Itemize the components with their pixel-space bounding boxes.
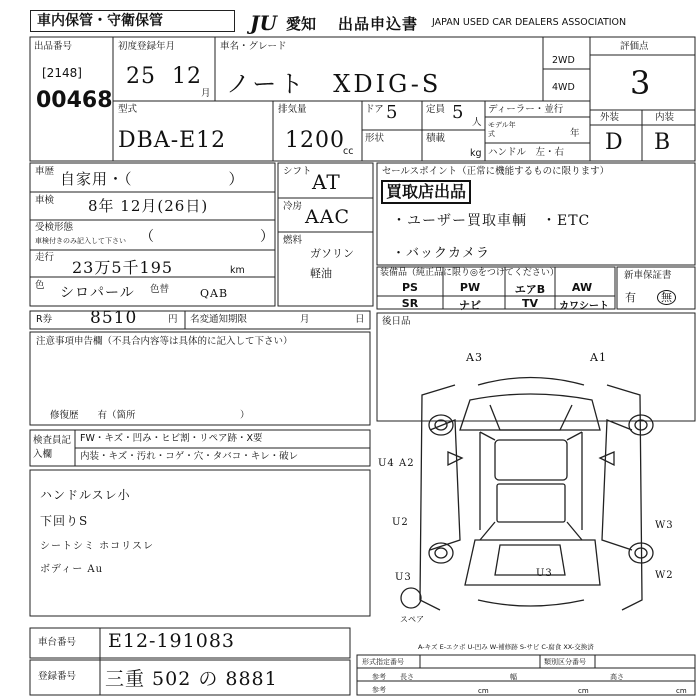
score-label: 評価点	[620, 41, 649, 52]
first-reg-month: 12	[172, 64, 202, 89]
first-reg-label: 初度登録年月	[118, 41, 176, 52]
type-label: 型式	[118, 104, 138, 115]
color-value: シロパール	[60, 285, 135, 301]
equip-navi: ナビ	[459, 299, 481, 312]
fuel-label: 燃料	[283, 235, 303, 246]
displacement-label: 排気量	[278, 104, 307, 115]
km-unit: km	[230, 265, 245, 276]
cm-unit-3: cm	[676, 687, 687, 695]
ac-value: AAC	[305, 206, 350, 228]
kg-unit: kg	[470, 148, 482, 159]
exterior-label: 外装	[600, 112, 620, 123]
shift-label: シフト	[283, 166, 312, 177]
inspector-comment-2: 下回りS	[40, 514, 89, 528]
damage-mark-u3-center: U3	[536, 568, 553, 579]
drive-4wd: 4WD	[552, 82, 575, 93]
cc-unit: cc	[343, 146, 354, 157]
model-year-label: モデル年式	[488, 121, 516, 138]
damage-mark-w3: W3	[655, 520, 674, 531]
damage-mark-a1: A1	[590, 351, 607, 364]
shape-label: 形状	[365, 133, 385, 144]
first-reg-year: 25	[126, 64, 156, 89]
name-change-label: 名変通知期限	[190, 314, 248, 325]
color-code: QAB	[200, 287, 229, 300]
fuel-gas: ガソリン	[310, 247, 354, 260]
lot-label: 出品番号	[34, 41, 73, 52]
color-change-label: 色替	[150, 284, 170, 295]
selling-point-line-1: ・ユーザー買取車輌 ・ETC	[392, 213, 591, 229]
accept-sub: 車検付きのみ記入して下さい	[35, 237, 126, 245]
spare-label: スペア	[400, 615, 424, 624]
cm-unit-2: cm	[578, 687, 589, 695]
month-unit: 月	[201, 88, 211, 99]
equip-aw: AW	[571, 281, 593, 294]
lot-number: 00468	[36, 88, 113, 113]
damage-mark-u4-a2: U4 A2	[378, 458, 415, 469]
storage-label: 車内保管・守衛保管	[37, 13, 163, 29]
damage-mark-a3: A3	[466, 351, 483, 364]
capacity-unit: 人	[472, 117, 482, 128]
cm-unit-1: cm	[478, 687, 489, 695]
model-code: DBA-E12	[118, 128, 227, 153]
warranty-no: 無	[657, 290, 676, 305]
buyback-stamp: 買取店出品	[381, 180, 471, 204]
form-title: 出品申込書	[338, 15, 419, 33]
accept-value: （ ）	[140, 229, 275, 245]
reg-label: 登録番号	[38, 671, 77, 682]
equip-airbag: エアB	[514, 283, 546, 296]
chassis-value: E12-191083	[108, 630, 235, 652]
height-label: 高さ	[610, 673, 624, 681]
equip-pw: PW	[459, 281, 481, 294]
class-number-label: 類別区分番号	[544, 658, 586, 666]
inspection-label: 車検	[35, 195, 55, 206]
doors-value: 5	[386, 102, 399, 123]
equip-tv: TV	[521, 297, 539, 310]
car-name-label: 車名・グレード	[220, 41, 287, 52]
inspector-comment-3: シートシミ ホコリスレ	[40, 541, 154, 552]
length-label: 長さ	[400, 673, 414, 681]
width-label: 幅	[510, 673, 517, 681]
accept-label: 受検形態	[35, 222, 74, 233]
inspector-comment-1: ハンドルスレ小	[40, 488, 131, 502]
inspection-value: 8年 12月(26日)	[88, 197, 209, 215]
equip-sr: SR	[401, 297, 419, 310]
equipment-label: 装備品（純正品に限り◎をつけてください）	[380, 268, 559, 278]
selling-points-label: セールスポイント（正常に機能するものに限ります）	[382, 166, 610, 177]
lot-bracket-number: [2148]	[42, 66, 82, 80]
ref-label-2: 参考	[372, 686, 386, 694]
ac-label: 冷房	[283, 201, 303, 212]
notes-label: 注意事項申告欄（不具合内容等は具体的に記入して下さい）	[36, 336, 293, 347]
equip-ps: PS	[402, 281, 418, 294]
dealer-label: ディーラー・並行	[488, 104, 564, 115]
drive-2wd: 2WD	[552, 55, 575, 66]
chassis-label: 車台番号	[38, 637, 77, 648]
capacity-value: 5	[452, 102, 465, 123]
warranty-yes: 有	[625, 291, 636, 304]
inspector-label: 検査員記入欄	[33, 435, 72, 460]
displacement-value: 1200	[285, 128, 345, 153]
damage-mark-u2: U2	[392, 517, 409, 528]
color-label: 色	[35, 280, 45, 291]
recycle-label: R券	[36, 314, 53, 325]
doors-label: ドア	[365, 104, 384, 115]
shift-value: AT	[312, 170, 341, 194]
inspector-row-1: FW・キズ・凹み・ヒビ割・リペア跡・X要	[80, 433, 263, 444]
load-label: 積載	[426, 133, 446, 144]
damage-mark-u3-left: U3	[395, 572, 412, 583]
interior-label: 内装	[655, 112, 675, 123]
rear-items-label: 後日品	[382, 316, 411, 327]
inspector-row-2: 内装・キズ・汚れ・コゲ・穴・タバコ・キレ・破レ	[80, 451, 299, 462]
ref-label-1: 参考	[372, 673, 386, 681]
name-change-month: 月	[300, 314, 310, 325]
recycle-yen: 円	[168, 314, 178, 325]
mileage-label: 走行	[35, 252, 55, 263]
interior-grade: B	[654, 130, 672, 155]
reg-value: 三重 502 の 8881	[105, 668, 278, 690]
equip-power-seat: カワシート	[559, 301, 609, 312]
damage-mark-w2: W2	[655, 570, 674, 581]
form-designation-label: 形式指定番号	[362, 658, 404, 666]
association-name: JAPAN USED CAR DEALERS ASSOCIATION	[432, 17, 627, 28]
warranty-label: 新車保証書	[624, 270, 672, 281]
org-name: 愛知	[286, 15, 317, 33]
mileage-value: 23万5千195	[72, 258, 174, 277]
inspector-comment-4: ボディー Au	[40, 564, 104, 575]
damage-legend: A-キズ E-エクボ U-凹み W-補修跡 S-サビ C-腐食 XX-交換済	[418, 643, 594, 651]
year-unit: 年	[570, 128, 580, 139]
fuel-diesel: 軽油	[310, 267, 332, 280]
history-label: 車歴	[35, 166, 55, 177]
capacity-label: 定員	[426, 104, 446, 115]
score-value: 3	[630, 64, 652, 102]
car-name: ノート XDIG-S	[226, 70, 442, 98]
handle-label: ハンドル 左・右	[488, 147, 565, 158]
ju-logo: JU	[250, 11, 277, 35]
repair-history-label: 修復歴 有（箇所 ）	[50, 410, 250, 421]
name-change-day: 日	[355, 314, 365, 325]
history-value: 自家用・（ ）	[60, 170, 245, 188]
selling-point-line-2: ・バックカメラ	[392, 246, 491, 261]
recycle-value: 8510	[90, 308, 138, 328]
exterior-grade: D	[605, 130, 624, 155]
